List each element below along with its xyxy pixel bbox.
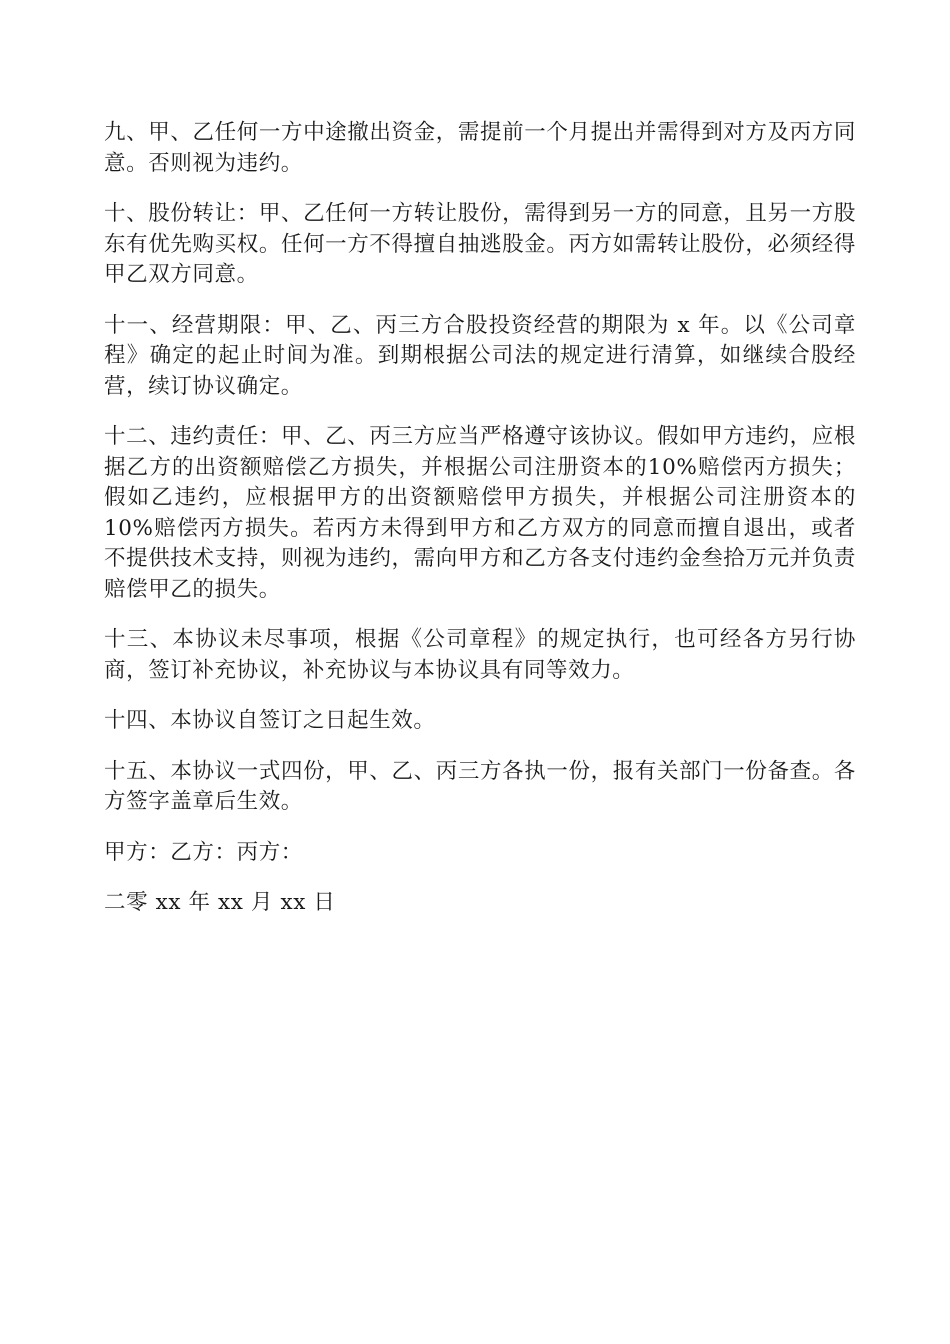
signature-parties: 甲方：乙方：丙方： [104,839,303,865]
clause-12-breach-liability: 十二、违约责任：甲、乙、丙三方应当严格遵守该协议。假如甲方违约，应根据乙方的出资额赔偿乙方损失，并根据公司注册资本的10%赔偿丙方损失；假如乙违约，应根据甲方的出资额赔偿甲方损失，并根据公司注册资本的 10%赔偿丙方损失。若丙方未得到甲方和乙方双方的同意而擅自退出，或者不提供技术支持，则视为违约，需向甲方和乙方各支付违约金叁拾万元并负责赔偿甲乙的损失。 [104,424,856,602]
clause-9: 九、甲、乙任何一方中途撤出资金，需提前一个月提出并需得到对方及丙方同意。否则视为违约。 [104,120,856,176]
clause-15-copies: 十五、本协议一式四份，甲、乙、丙三方各执一份，报有关部门一份备查。各方签字盖章后生效。 [104,758,856,814]
clause-11-operating-term: 十一、经营期限：甲、乙、丙三方合股投资经营的期限为 x 年。以《公司章程》确定的起止时间为准。到期根据公司法的规定进行清算，如继续合股经营，续订协议确定。 [104,312,856,399]
document-body [104,118,856,939]
clause-13-unresolved-matters: 十三、本协议未尽事项，根据《公司章程》的规定执行，也可经各方另行协商，签订补充协议，补充协议与本协议具有同等效力。 [104,627,856,683]
clause-10-share-transfer: 十、股份转让：甲、乙任何一方转让股份，需得到另一方的同意，且另一方股东有优先购买权。任何一方不得擅自抽逃股金。丙方如需转让股份，必须经得甲乙双方同意。 [104,201,856,287]
clause-14-effective-date: 十四、本协议自签订之日起生效。 [104,708,436,733]
signing-date: 二零 xx 年 xx 月 xx 日 [104,890,336,915]
